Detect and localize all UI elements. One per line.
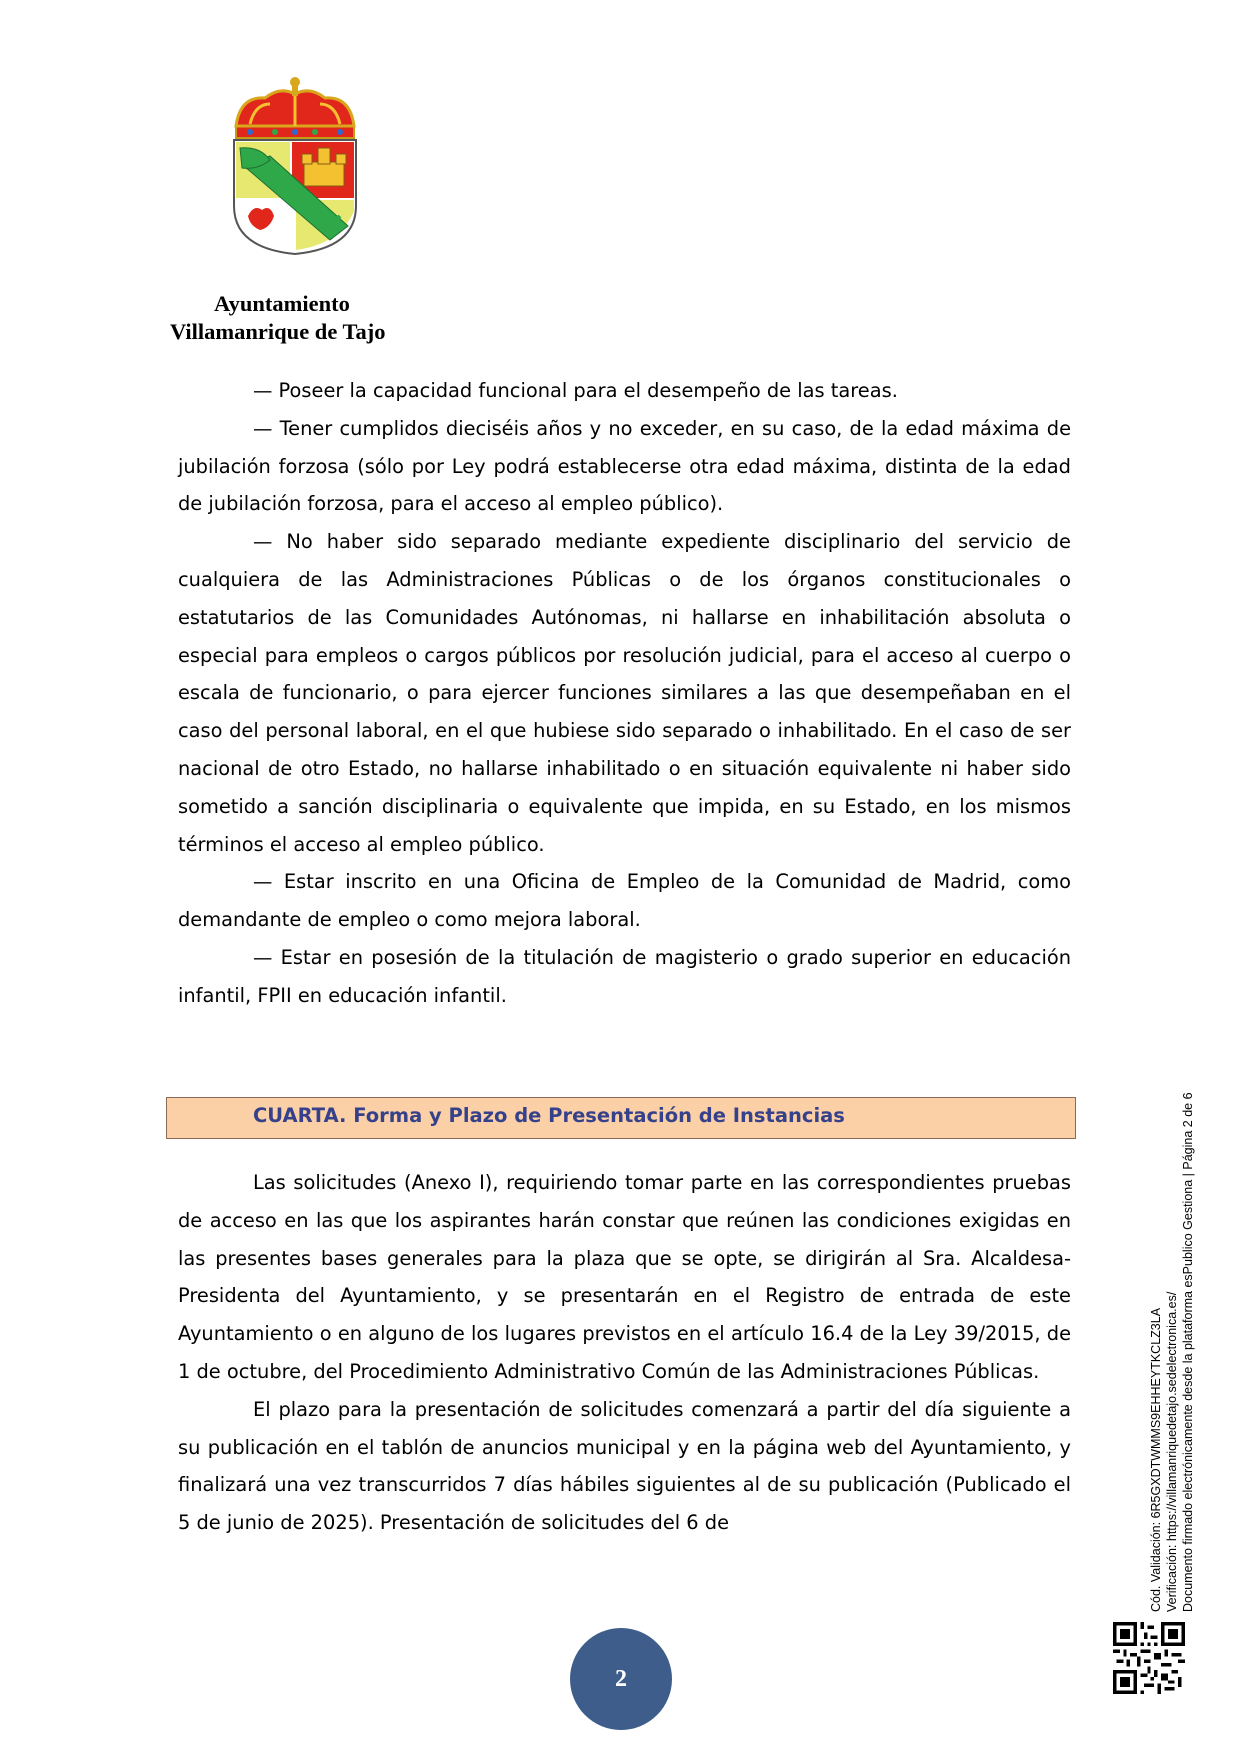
crown-icon [236, 77, 354, 138]
validation-code: Cód. Validación: 6R5GXDTWMMS9EHHEYTKCLZ3LA [1149, 1307, 1163, 1612]
section-paragraph: Las solicitudes (Anexo I), requiriendo tomar parte en las correspondientes pruebas de acceso en las que los aspirantes harán constar que reúnen las condiciones exigidas en las presentes bases generales para la plaza que se opte, se dirigirán al Sra. Alcaldesa-Presidenta del Ayuntamiento, y se presentarán en el Registro de entrada de este Ayuntamiento o en alguno de los lugares previstos en el artículo 16.4 de la Ley 39/2015, de 1 de octubre, del Procedimiento Administrativo Común de las Administraciones Públicas. [178, 1171, 1071, 1383]
section-paragraph: El plazo para la presentación de solicitudes comenzará a partir del día siguiente a su publicación en el tablón de anuncios municipal y en la página web del Ayuntamiento, y finalizará una vez transcurridos 7 días hábiles siguientes al de su publicación (Publicado el 5 de junio de 2025). Presentación de solicitudes del 6 de [178, 1397, 1071, 1535]
organization-name-line2: Villamanrique de Tajo [170, 319, 386, 344]
signature-note: Documento firmado electrónicamente desde la plataforma esPublico Gestiona | Página 2 de 6 [1181, 1092, 1195, 1612]
page-number: 2 [615, 1665, 627, 1692]
requirement-paragraph: — Estar inscrito en una Oficina de Empleo de la Comunidad de Madrid, como demandante de empleo o como mejora laboral. [178, 870, 1071, 932]
requirement-paragraph: — Estar en posesión de la titulación de magisterio o grado superior en educación infantil, FPII en educación infantil. [178, 945, 1071, 1007]
validation-side-note [1148, 1092, 1196, 1612]
verification-url: Verificación: https://villamanriquedetajo.sedelectronica.es/ [1165, 1291, 1179, 1612]
organization-name-line1: Ayuntamiento [214, 291, 350, 316]
municipal-crest-logo [230, 76, 360, 286]
requirement-paragraph: — No haber sido separado mediante expediente disciplinario del servicio de cualquiera de las Administraciones Públicas o de los órganos constitucionales o estatutarios de las Comunidades Autónomas, ni hallarse en inhabilitación absoluta o especial para empleos o cargos públicos por resolución judicial, para el acceso al cuerpo o escala de funcionario, o para ejercer funciones similares a las que desempeñaban en el caso del personal laboral, en el que hubiese sido separado o inhabilitado. En el caso de ser nacional de otro Estado, no hallarse inhabilitado o en situación equivalente ni haber sido sometido a sanción disciplinaria o equivalente que impida, en su Estado, en los mismos términos el acceso al empleo público. [178, 530, 1071, 856]
requirement-paragraph: — Tener cumplidos dieciséis años y no exceder, en su caso, de la edad máxima de jubilación forzosa (sólo por Ley podrá establecerse otra edad máxima, distinta de la edad de jubilación forzosa, para el acceso al empleo público). [178, 416, 1071, 516]
requirement-paragraph: — Poseer la capacidad funcional para el desempeño de las tareas. [253, 379, 898, 402]
section-body [178, 1164, 1071, 1542]
organization-name [170, 290, 450, 346]
section-heading: CUARTA. Forma y Plazo de Presentación de Instancias [166, 1097, 1076, 1139]
qr-code-icon [1113, 1622, 1185, 1694]
requirements-list [178, 372, 1071, 1015]
page-number-badge [570, 1628, 672, 1730]
